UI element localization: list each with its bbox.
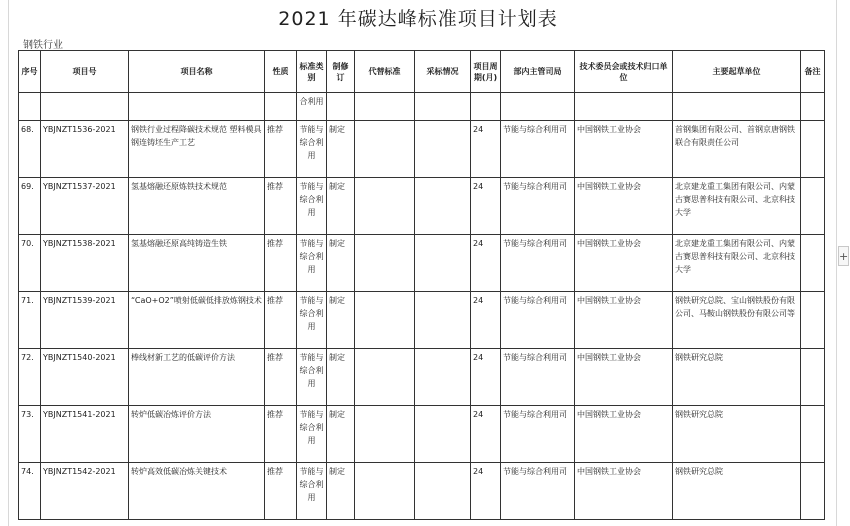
cell-replaced-std bbox=[355, 235, 415, 292]
cell-tech-committee: 中国钢铁工业协会 bbox=[575, 292, 673, 349]
cell-std-category: 合利用 bbox=[297, 93, 327, 121]
cell-project-no: YBJNZT1536-2021 bbox=[41, 121, 129, 178]
cell-nature: 推荐 bbox=[265, 292, 297, 349]
cell-revision: 制定 bbox=[327, 178, 355, 235]
table-header-row bbox=[19, 51, 825, 93]
cell-seq: 74. bbox=[19, 463, 41, 520]
cell-remarks bbox=[801, 178, 825, 235]
cell-tech-committee: 中国钢铁工业协会 bbox=[575, 349, 673, 406]
table-row bbox=[19, 292, 825, 349]
cell-project-no: YBJNZT1537-2021 bbox=[41, 178, 129, 235]
table-row bbox=[19, 463, 825, 520]
header-std-category: 标准类别 bbox=[297, 51, 327, 93]
cell-replaced-std bbox=[355, 292, 415, 349]
header-drafting-units: 主要起草单位 bbox=[673, 51, 801, 93]
cell-adoption bbox=[415, 349, 471, 406]
cell-tech-committee: 中国钢铁工业协会 bbox=[575, 463, 673, 520]
cell-drafting-units: 北京建龙重工集团有限公司、内蒙古赛思普科技有限公司、北京科技大学 bbox=[673, 178, 801, 235]
cell-nature: 推荐 bbox=[265, 235, 297, 292]
cell-project-name: 钢铁行业过程降碳技术规范 塑料模具钢连铸坯生产工艺 bbox=[129, 121, 265, 178]
cell-remarks bbox=[801, 121, 825, 178]
cell-std-category: 节能与综合利用 bbox=[297, 178, 327, 235]
cell-remarks bbox=[801, 292, 825, 349]
table-row bbox=[19, 235, 825, 292]
cell-remarks bbox=[801, 235, 825, 292]
cell-ministry-dept: 节能与综合利用司 bbox=[501, 121, 575, 178]
cell-ministry-dept: 节能与综合利用司 bbox=[501, 463, 575, 520]
cell-project-name: 氢基熔融还原炼铁技术规范 bbox=[129, 178, 265, 235]
cell-replaced-std bbox=[355, 406, 415, 463]
cell-adoption bbox=[415, 121, 471, 178]
cell-tech-committee: 中国钢铁工业协会 bbox=[575, 406, 673, 463]
cell-adoption bbox=[415, 178, 471, 235]
header-revision: 制修订 bbox=[327, 51, 355, 93]
continuation-row bbox=[19, 93, 825, 121]
table-row bbox=[19, 178, 825, 235]
header-adoption: 采标情况 bbox=[415, 51, 471, 93]
cell-project-name: 转炉高效低碳冶炼关键技术 bbox=[129, 463, 265, 520]
cell-nature: 推荐 bbox=[265, 463, 297, 520]
header-seq: 序号 bbox=[19, 51, 41, 93]
cell-period: 24 bbox=[471, 349, 501, 406]
cell-remarks bbox=[801, 463, 825, 520]
cell-seq: 69. bbox=[19, 178, 41, 235]
header-project-no: 项目号 bbox=[41, 51, 129, 93]
table-row bbox=[19, 121, 825, 178]
cell-ministry-dept: 节能与综合利用司 bbox=[501, 292, 575, 349]
cell-std-category: 节能与综合利用 bbox=[297, 463, 327, 520]
cell-project-name: 转炉低碳冶炼评价方法 bbox=[129, 406, 265, 463]
cell-period: 24 bbox=[471, 121, 501, 178]
cell-project-no: YBJNZT1541-2021 bbox=[41, 406, 129, 463]
page-title: 2021 年碳达峰标准项目计划表 bbox=[278, 8, 558, 30]
cell-period: 24 bbox=[471, 178, 501, 235]
page-left-border bbox=[8, 0, 9, 526]
header-remarks: 备注 bbox=[801, 51, 825, 93]
cell-project-no: YBJNZT1542-2021 bbox=[41, 463, 129, 520]
cell-revision: 制定 bbox=[327, 292, 355, 349]
cell-revision: 制定 bbox=[327, 121, 355, 178]
section-label: 钢铁行业 bbox=[23, 40, 63, 51]
cell-drafting-units: 钢铁研究总院 bbox=[673, 406, 801, 463]
cell-seq: 70. bbox=[19, 235, 41, 292]
cell-std-category: 节能与综合利用 bbox=[297, 121, 327, 178]
cell-std-category: 节能与综合利用 bbox=[297, 349, 327, 406]
project-plan-table bbox=[18, 50, 825, 520]
cell-drafting-units: 首钢集团有限公司、首钢京唐钢铁联合有限责任公司 bbox=[673, 121, 801, 178]
cell-tech-committee: 中国钢铁工业协会 bbox=[575, 235, 673, 292]
expand-handle-icon[interactable]: + bbox=[838, 246, 849, 266]
cell-drafting-units: 北京建龙重工集团有限公司、内蒙古赛思普科技有限公司、北京科技大学 bbox=[673, 235, 801, 292]
cell-period: 24 bbox=[471, 406, 501, 463]
cell-revision: 制定 bbox=[327, 349, 355, 406]
cell-drafting-units: 钢铁研究总院、宝山钢铁股份有限公司、马鞍山钢铁股份有限公司等 bbox=[673, 292, 801, 349]
cell-revision: 制定 bbox=[327, 463, 355, 520]
cell-std-category: 节能与综合利用 bbox=[297, 235, 327, 292]
cell-project-no: YBJNZT1540-2021 bbox=[41, 349, 129, 406]
header-replaced-std: 代替标准 bbox=[355, 51, 415, 93]
cell-replaced-std bbox=[355, 349, 415, 406]
cell-std-category: 节能与综合利用 bbox=[297, 292, 327, 349]
cell-period: 24 bbox=[471, 292, 501, 349]
cell-tech-committee: 中国钢铁工业协会 bbox=[575, 121, 673, 178]
cell-drafting-units: 钢铁研究总院 bbox=[673, 463, 801, 520]
cell-project-name: 棒线材新工艺的低碳评价方法 bbox=[129, 349, 265, 406]
page-right-border bbox=[836, 0, 837, 526]
cell-period: 24 bbox=[471, 463, 501, 520]
cell-revision: 制定 bbox=[327, 235, 355, 292]
header-nature: 性质 bbox=[265, 51, 297, 93]
table-row bbox=[19, 349, 825, 406]
cell-seq: 73. bbox=[19, 406, 41, 463]
table-row bbox=[19, 406, 825, 463]
cell-nature: 推荐 bbox=[265, 349, 297, 406]
cell-ministry-dept: 节能与综合利用司 bbox=[501, 349, 575, 406]
cell-nature: 推荐 bbox=[265, 178, 297, 235]
cell-project-name: 氢基熔融还原高纯铸造生铁 bbox=[129, 235, 265, 292]
cell-ministry-dept: 节能与综合利用司 bbox=[501, 178, 575, 235]
header-project-name: 项目名称 bbox=[129, 51, 265, 93]
cell-tech-committee: 中国钢铁工业协会 bbox=[575, 178, 673, 235]
cell-nature: 推荐 bbox=[265, 121, 297, 178]
cell-revision: 制定 bbox=[327, 406, 355, 463]
cell-adoption bbox=[415, 235, 471, 292]
cell-project-no: YBJNZT1539-2021 bbox=[41, 292, 129, 349]
cell-ministry-dept: 节能与综合利用司 bbox=[501, 235, 575, 292]
cell-seq: 68. bbox=[19, 121, 41, 178]
cell-remarks bbox=[801, 406, 825, 463]
cell-period: 24 bbox=[471, 235, 501, 292]
cell-ministry-dept: 节能与综合利用司 bbox=[501, 406, 575, 463]
cell-drafting-units: 钢铁研究总院 bbox=[673, 349, 801, 406]
cell-replaced-std bbox=[355, 121, 415, 178]
cell-project-no: YBJNZT1538-2021 bbox=[41, 235, 129, 292]
cell-std-category: 节能与综合利用 bbox=[297, 406, 327, 463]
header-ministry-dept: 部内主管司局 bbox=[501, 51, 575, 93]
header-period: 项目周期(月) bbox=[471, 51, 501, 93]
cell-seq: 71. bbox=[19, 292, 41, 349]
header-tech-committee: 技术委员会或技术归口单位 bbox=[575, 51, 673, 93]
cell-seq: 72. bbox=[19, 349, 41, 406]
cell-adoption bbox=[415, 292, 471, 349]
cell-replaced-std bbox=[355, 178, 415, 235]
cell-project-name: “CaO+O2”喷射低碳低排放炼钢技术 bbox=[129, 292, 265, 349]
cell-adoption bbox=[415, 406, 471, 463]
cell-adoption bbox=[415, 463, 471, 520]
cell-nature: 推荐 bbox=[265, 406, 297, 463]
cell-replaced-std bbox=[355, 463, 415, 520]
cell-remarks bbox=[801, 349, 825, 406]
